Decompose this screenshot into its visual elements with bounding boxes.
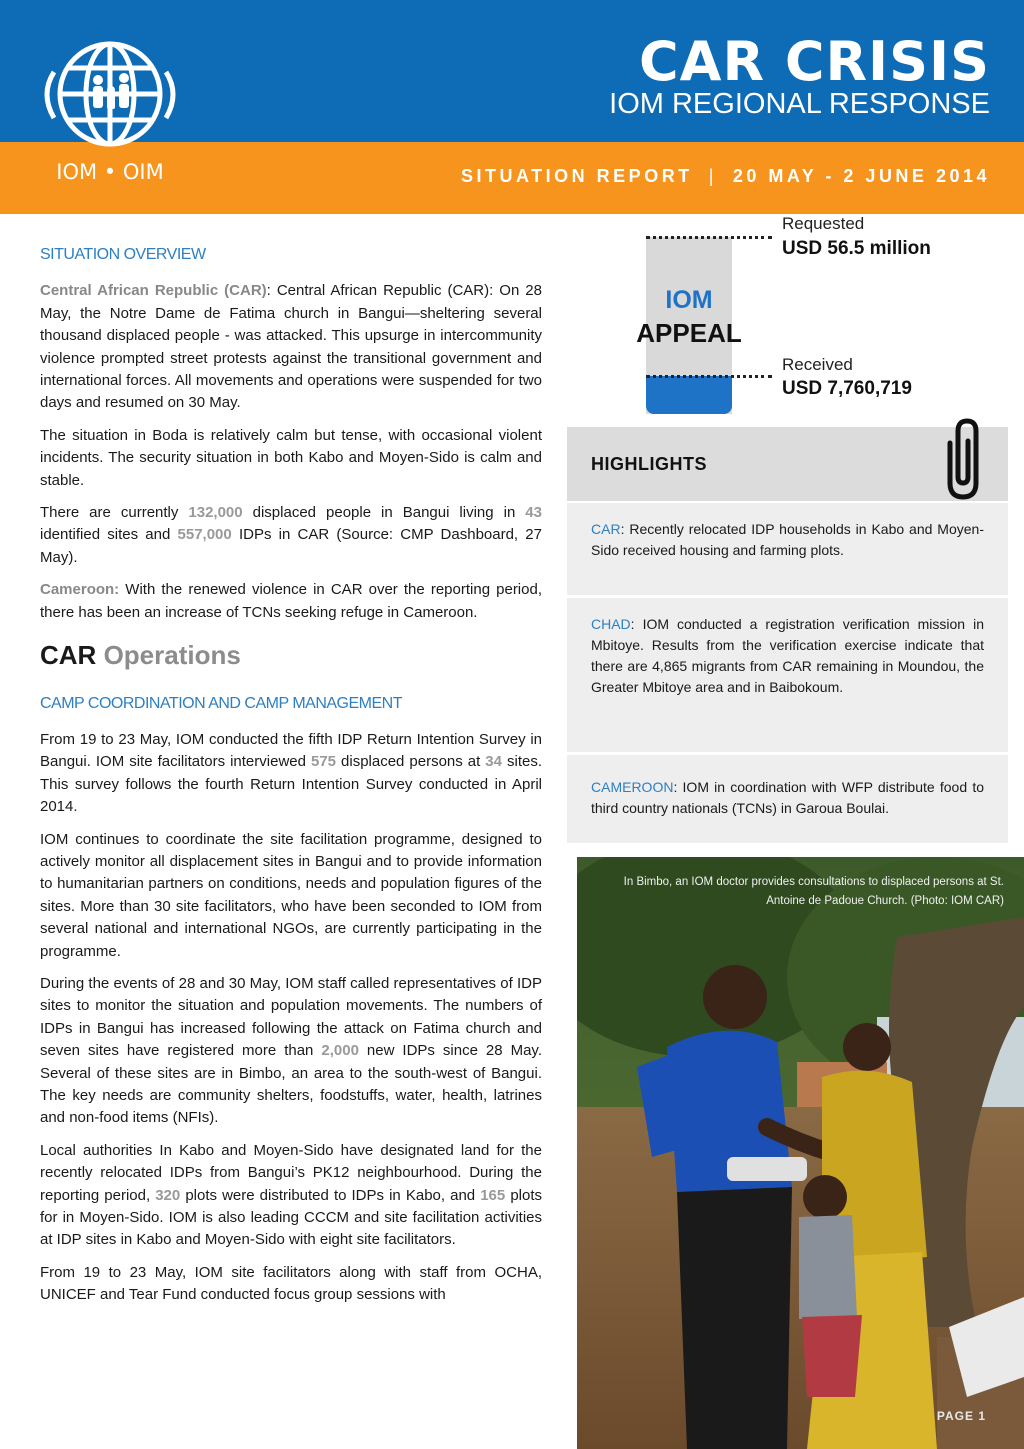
highlights-header — [567, 427, 1008, 501]
report-subtitle: IOM REGIONAL RESPONSE — [609, 88, 990, 120]
photo-illustration — [577, 857, 1024, 1449]
stat-number: 34 — [485, 753, 502, 771]
requested-marker — [646, 236, 772, 239]
report-type: SITUATION REPORT — [461, 166, 693, 186]
overview-paragraph: Cameroon: With the renewed violence in CAR over the reporting period, there has been an increase of TCNs seeking refuge in Cameroon. — [40, 581, 542, 621]
overview-heading: SITUATION OVERVIEW — [40, 246, 206, 263]
requested-label: Requested — [782, 214, 865, 233]
received-label: Received — [782, 355, 853, 374]
stat-number: 557,000 — [177, 526, 232, 544]
operations-title: CAR Operations — [40, 640, 241, 671]
main-column — [40, 244, 542, 1317]
overview-paragraph: Central African Republic (CAR): Central African Republic (CAR): On 28 May, the Notre Dame de Fatima church in Bangui—sheltering several thousand displaced people - was attacked. This upsurge in intercommunity violence prompted street protests against the transitional government and international forces. All movements and operations were suspended for two days and resumed on 30 May. — [40, 282, 542, 412]
stat-number: 43 — [525, 504, 542, 522]
field-photo — [577, 857, 1024, 1449]
cccm-paragraph: From 19 to 23 May, IOM conducted the fifth IDP Return Intention Survey in Bangui. IOM site facilitators interviewed 575 displaced persons at 34 sites. This survey follows the fourth Return Intention Survey conducted in April 2014. — [40, 730, 543, 816]
cccm-heading: CAMP COORDINATION AND CAMP MANAGEMENT — [40, 694, 402, 712]
report-type-line — [461, 166, 990, 187]
page-number: PAGE 1 — [936, 1409, 986, 1423]
logo-text: IOM • OIM — [56, 160, 164, 184]
report-separator: | — [708, 166, 717, 186]
appeal-iom-label: IOM — [665, 286, 713, 314]
highlight-item-chad: CHAD: IOM conducted a registration verification mission in Mbitoye. Results from the verification exercise indicate that there are 4,865 migrants from CAR remaining in Moundou, the Greater Mbitoye area and in Baibokoum. — [567, 598, 1008, 752]
cameroon-lead: Cameroon: — [40, 581, 120, 599]
overview-paragraph: There are currently 132,000 displaced people in Bangui living in 43 identified sites and 557,000 IDPs in CAR (Source: CMP Dashboard, 27 May). — [40, 504, 542, 566]
paperclip-icon — [932, 413, 994, 503]
report-date-range: 20 MAY - 2 JUNE 2014 — [732, 166, 990, 186]
stat-number: 165 — [480, 1186, 506, 1204]
overview-paragraph: The situation in Boda is relatively calm but tense, with occasional violent incidents. The security situation in both Kabo and Moyen-Sido is calm and stable. — [40, 426, 542, 489]
report-title: CAR CRISIS — [639, 30, 990, 93]
highlights-heading: HIGHLIGHTS — [591, 454, 707, 474]
appeal-label: APPEAL — [636, 318, 742, 348]
iom-logo-icon — [38, 32, 186, 156]
highlight-item-car: CAR: Recently relocated IDP households in Kabo and Moyen-Sido received housing and farming plots. — [567, 503, 1008, 595]
photo-caption: In Bimbo, an IOM doctor provides consultations to displaced persons at St. Antoine de Padoue Church. (Photo: IOM CAR) — [623, 876, 1004, 907]
stat-number: 320 — [155, 1186, 181, 1204]
cccm-paragraph: During the events of 28 and 30 May, IOM staff called representatives of IDP sites to monitor the situation and population movements. The numbers of IDPs in Bangui has increased following the attack on Fatima church and seven sites have registered more than 2,000 new IDPs since 28 May. Several of these sites are in Bimbo, an area to the south-west of Bangui. The key needs are community shelters, foodstuffs, water, health, latrines and non-food items (NFIs). — [40, 974, 542, 1127]
overview-lead: Central African Republic (CAR) — [40, 282, 267, 300]
stat-number: 2,000 — [321, 1042, 359, 1060]
cccm-paragraph: From 19 to 23 May, IOM site facilitators along with staff from OCHA, UNICEF and Tear Fund conducted focus group sessions with — [40, 1263, 542, 1304]
highlight-item-cameroon: CAMEROON: IOM in coordination with WFP distribute food to third country nationals (TCNs) in Garoua Boulai. — [567, 755, 1008, 843]
received-marker — [646, 375, 772, 378]
stat-number: 132,000 — [188, 504, 243, 522]
received-value: USD 7,760,719 — [782, 378, 912, 399]
cccm-paragraph: Local authorities In Kabo and Moyen-Sido have designated land for the recently relocated IDPs from Bangui’s PK12 neighbourhood. During the reporting period, 320 plots were distributed to IDPs in Kabo, and 165 plots for in Moyen-Sido. IOM is also leading CCCM and site facilitation activities at IDP sites in Kabo and Moyen-Sido with eight site facilitators. — [40, 1141, 543, 1249]
stat-number: 575 — [310, 753, 337, 771]
cccm-paragraph: IOM continues to coordinate the site facilitation programme, designed to actively monitor all displacement sites in Bangui and to provide information to humanitarian partners on conditions, needs and population figures of the sites. More than 30 site facilitators, who have been seconded to IOM from several national and international NGOs, are currently participating in the programme. — [40, 830, 542, 960]
appeal-funded-fill — [646, 376, 732, 414]
requested-value: USD 56.5 million — [782, 238, 931, 259]
